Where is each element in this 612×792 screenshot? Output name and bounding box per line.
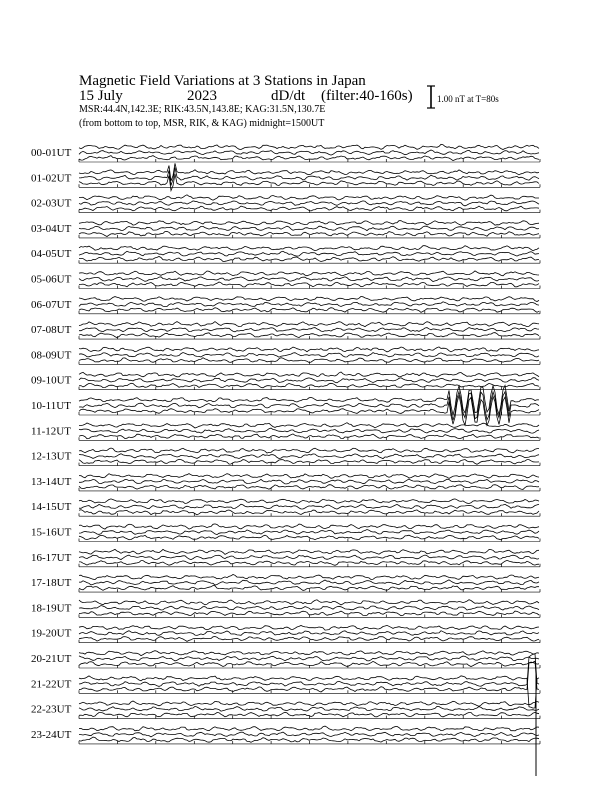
- trace-KAG-07-08UT: [79, 322, 539, 327]
- trace-MSR-16-17UT: [79, 560, 539, 565]
- hour-row-21-22UT: [31, 654, 540, 708]
- trace-MSR-07-08UT: [79, 333, 539, 338]
- trace-RIK-22-23UT: [79, 706, 539, 711]
- hour-row-02-03UT: [31, 195, 540, 213]
- trace-RIK-15-16UT: [79, 530, 539, 535]
- scale-bar-label: 1.00 nT at T=80s: [437, 94, 499, 104]
- hour-label: 19-20UT: [31, 627, 72, 640]
- hour-label: 22-23UT: [31, 703, 72, 716]
- hour-row-04-05UT: [31, 246, 540, 264]
- trace-KAG-22-23UT: [79, 701, 539, 706]
- hour-label: 05-06UT: [31, 273, 72, 286]
- trace-KAG-17-18UT: [79, 575, 539, 580]
- hour-label: 10-11UT: [31, 400, 71, 412]
- hour-row-06-07UT: [31, 296, 540, 313]
- trace-MSR-00-01UT: [79, 156, 539, 161]
- hour-row-00-01UT: [31, 144, 540, 162]
- trace-MSR-13-14UT: [79, 485, 539, 490]
- hour-row-12-13UT: [31, 448, 540, 466]
- hour-label: 03-04UT: [31, 222, 72, 235]
- trace-MSR-18-19UT: [79, 611, 539, 616]
- trace-RIK-11-12UT: [79, 428, 539, 433]
- hour-label: 02-03UT: [31, 197, 72, 210]
- trace-MSR-02-03UT: [79, 206, 539, 211]
- trace-MSR-22-23UT: [79, 712, 539, 717]
- hour-label: 21-22UT: [31, 678, 72, 691]
- hour-row-14-15UT: [31, 499, 540, 516]
- trace-KAG-16-17UT: [79, 549, 539, 554]
- trace-MSR-11-12UT: [79, 434, 539, 439]
- hour-row-11-12UT: [31, 423, 540, 441]
- trace-KAG-09-10UT: [79, 372, 539, 377]
- trace-RIK-17-18UT: [79, 580, 539, 585]
- trace-MSR-03-04UT: [79, 231, 539, 236]
- hour-label: 18-19UT: [31, 602, 72, 615]
- station-coordinates: MSR:44.4N,142.3E; RIK:43.5N,143.8E; KAG:31.5N,130.7E: [79, 104, 326, 115]
- trace-RIK-03-04UT: [79, 226, 539, 231]
- trace-KAG-18-19UT: [79, 600, 539, 605]
- trace-RIK-05-06UT: [79, 277, 539, 282]
- trace-MSR-19-20UT: [79, 637, 539, 642]
- trace-KAG-19-20UT: [79, 625, 539, 630]
- trace-MSR-08-09UT: [79, 358, 539, 363]
- hour-row-16-17UT: [31, 549, 540, 566]
- trace-RIK-09-10UT: [79, 378, 539, 383]
- hour-row-07-08UT: [31, 322, 540, 340]
- trace-RIK-20-21UT: [79, 656, 539, 661]
- hour-row-09-10UT: [31, 372, 540, 390]
- trace-MSR-09-10UT: [79, 383, 539, 388]
- trace-MSR-17-18UT: [79, 586, 539, 591]
- hour-label: 13-14UT: [31, 475, 72, 488]
- trace-KAG-23-24UT: [79, 726, 539, 731]
- chart-title: Magnetic Field Variations at 3 Stations in Japan: [79, 73, 366, 89]
- filter-label: (filter:40-160s): [321, 88, 413, 104]
- hour-label: 01-02UT: [31, 172, 72, 185]
- trace-KAG-08-09UT: [79, 347, 539, 352]
- trace-KAG-15-16UT: [79, 524, 539, 529]
- trace-KAG-20-21UT: [79, 651, 539, 656]
- trace-MSR-12-13UT: [79, 459, 539, 464]
- hour-label: 04-05UT: [31, 248, 72, 261]
- trace-RIK-00-01UT: [79, 150, 539, 155]
- hour-row-10-11UT: [31, 386, 540, 426]
- hour-label: 16-17UT: [31, 551, 72, 564]
- trace-RIK-07-08UT: [79, 328, 539, 332]
- hour-label: 08-09UT: [31, 349, 72, 362]
- trace-RIK-13-14UT: [79, 479, 539, 484]
- hour-row-17-18UT: [31, 575, 540, 593]
- trace-KAG-13-14UT: [79, 474, 539, 479]
- trace-MSR-10-11UT: [79, 395, 539, 425]
- hour-row-22-23UT: [31, 701, 540, 719]
- hour-row-05-06UT: [31, 271, 540, 289]
- trace-MSR-04-05UT: [79, 257, 539, 262]
- date-day-month: 15 July: [79, 88, 123, 104]
- trace-RIK-12-13UT: [79, 454, 539, 459]
- trace-RIK-04-05UT: [79, 251, 539, 256]
- hour-row-03-04UT: [31, 221, 540, 238]
- trace-KAG-12-13UT: [79, 448, 539, 453]
- trace-KAG-04-05UT: [79, 246, 539, 251]
- trace-MSR-05-06UT: [79, 282, 539, 287]
- hour-label: 20-21UT: [31, 653, 72, 665]
- trace-RIK-19-20UT: [79, 631, 539, 636]
- hour-label: 12-13UT: [31, 450, 72, 463]
- trace-RIK-08-09UT: [79, 353, 539, 358]
- trace-RIK-23-24UT: [79, 732, 539, 737]
- hour-row-19-20UT: [31, 625, 540, 642]
- hour-row-13-14UT: [31, 474, 540, 491]
- trace-RIK-18-19UT: [79, 606, 539, 611]
- hour-label: 17-18UT: [31, 577, 72, 590]
- trace-KAG-01-02UT: [79, 163, 539, 181]
- hour-row-20-21UT: [31, 651, 540, 668]
- hour-label: 07-08UT: [31, 324, 72, 337]
- hour-label: 15-16UT: [31, 526, 72, 539]
- hour-row-15-16UT: [31, 524, 540, 542]
- hour-label: 09-10UT: [31, 374, 72, 387]
- trace-RIK-06-07UT: [79, 302, 539, 307]
- trace-KAG-14-15UT: [79, 499, 539, 504]
- trace-KAG-05-06UT: [79, 271, 539, 276]
- hour-label: 00-01UT: [31, 147, 72, 159]
- date-year: 2023: [187, 88, 217, 104]
- trace-order-note: (from bottom to top, MSR, RIK, & KAG) midnight=1500UT: [79, 118, 325, 129]
- trace-MSR-15-16UT: [79, 535, 539, 540]
- trace-MSR-23-24UT: [79, 737, 539, 742]
- trace-KAG-00-01UT: [79, 144, 539, 149]
- trace-KAG-06-07UT: [79, 296, 539, 301]
- trace-MSR-20-21UT: [79, 661, 539, 666]
- trace-RIK-10-11UT: [79, 392, 539, 421]
- hour-label: 23-24UT: [31, 728, 72, 741]
- trace-RIK-14-15UT: [79, 504, 539, 509]
- hour-row-23-24UT: [31, 726, 540, 744]
- hour-label: 11-12UT: [31, 425, 71, 438]
- hour-label: 06-07UT: [31, 298, 72, 311]
- trace-MSR-14-15UT: [79, 510, 539, 515]
- quantity-label: dD/dt: [271, 88, 306, 104]
- trace-KAG-03-04UT: [79, 221, 539, 226]
- hour-row-01-02UT: [31, 163, 540, 190]
- hour-row-18-19UT: [31, 600, 540, 618]
- trace-KAG-11-12UT: [79, 423, 539, 428]
- hour-row-08-09UT: [31, 347, 540, 365]
- trace-KAG-02-03UT: [79, 195, 539, 200]
- hour-label: 14-15UT: [31, 501, 72, 514]
- trace-MSR-06-07UT: [79, 308, 539, 313]
- trace-RIK-16-17UT: [79, 555, 539, 560]
- trace-RIK-02-03UT: [79, 201, 539, 206]
